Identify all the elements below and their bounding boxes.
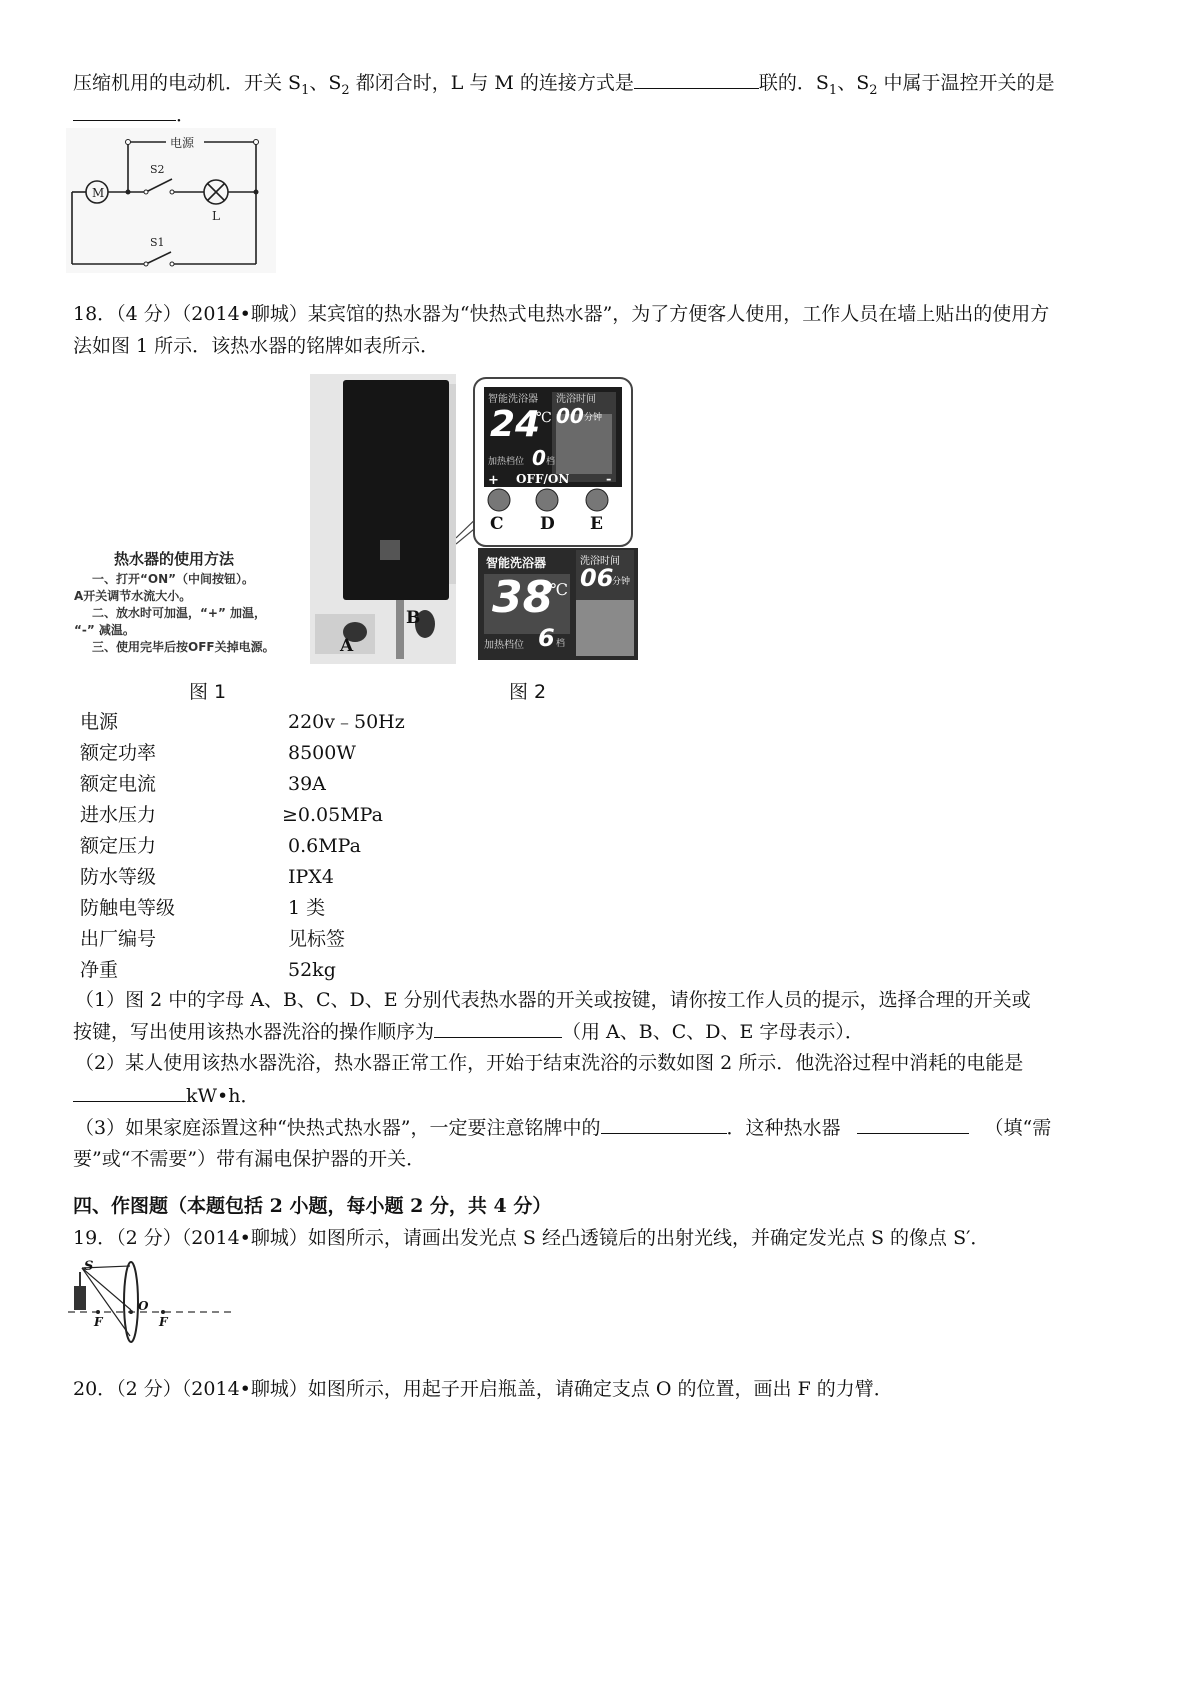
spec-value: 39A bbox=[288, 773, 326, 795]
fig1-caption: 图 1 bbox=[189, 681, 227, 703]
top-temp-value: 24 bbox=[490, 404, 541, 445]
q18-blank-need[interactable] bbox=[857, 1113, 969, 1134]
top-level-label: 加热档位 bbox=[488, 457, 525, 467]
svg-text:S2: S2 bbox=[150, 163, 165, 176]
spec-value: 52kg bbox=[288, 959, 336, 981]
top-time-value: 00 bbox=[556, 404, 584, 428]
q17-circuit-diagram bbox=[66, 128, 276, 273]
spec-key: 电源 bbox=[80, 711, 119, 733]
heater-body bbox=[343, 380, 449, 600]
q18-p3-line-1: （3）如果家庭添置这种“快热式热水器”，一定要注意铭牌中的 ．这种热水器 （填“需 bbox=[75, 1113, 1051, 1142]
q19-text: 19．（2 分）（2014•聊城）如图所示，请画出发光点 S 经凸透镜后的出射光线，并确定发光点 S 的像点 S′． bbox=[73, 1227, 990, 1249]
q18-p1-line-2: 按键，写出使用该热水器洗浴的操作顺序为 （用 A、B、C、D、E 字母表示）． bbox=[73, 1017, 864, 1046]
label-b: B bbox=[406, 608, 421, 628]
bottom-temp-unit: ℃ bbox=[550, 580, 568, 599]
svg-text:O: O bbox=[138, 1299, 149, 1313]
spec-value: IPX4 bbox=[288, 866, 334, 888]
bottom-level-value: 6 bbox=[538, 624, 555, 652]
section-4-heading: 四、作图题（本题包括 2 小题，每小题 2 分，共 4 分） bbox=[73, 1195, 552, 1217]
q18-p1-line-1: （1）图 2 中的字母 A、B、C、D、E 分别代表热水器的开关或按键，请你按工作人员的提示，选择合理的开关或 bbox=[75, 989, 1031, 1011]
q18-p3-line-2: 要”或“不需要”）带有漏电保护器的开关． bbox=[73, 1148, 426, 1170]
q18-blank-nameplate[interactable] bbox=[601, 1113, 727, 1134]
top-panel-title: 智能洗浴器 bbox=[488, 394, 538, 405]
q18-line-2: 法如图 1 所示．该热水器的铭牌如表所示． bbox=[73, 335, 440, 357]
svg-text:F: F bbox=[94, 1315, 103, 1329]
button-e-label: E bbox=[590, 514, 603, 534]
q17-line-2: ． bbox=[73, 100, 195, 129]
usage-title: 热水器的使用方法 bbox=[114, 550, 235, 568]
figure-2: 智能洗浴器 洗浴时间 24 ℃ 00 分钟 加热档位 0 档 + OFF/ON - C D E 智能洗浴器 洗浴时间 38 ℃ 06 分钟 加热档位 6 档 bbox=[456, 374, 652, 664]
top-temp-unit: ℃ bbox=[536, 410, 552, 426]
svg-text:电源: 电源 bbox=[170, 136, 195, 150]
q17-line-1: 压缩机用的电动机．开关 $S_1$、$S_2$ 都闭合时，L 与 M 的连接方式是 联的．$S_1$、$S_2$ 中属于温控开关的是 bbox=[73, 68, 1055, 105]
button-d-label: D bbox=[540, 514, 555, 534]
svg-text:L: L bbox=[212, 209, 220, 223]
spec-key: 额定压力 bbox=[80, 835, 157, 857]
spec-value: 220v﹣50Hz bbox=[288, 711, 405, 733]
bottom-temp-value: 38 bbox=[492, 572, 554, 623]
spec-value: 8500W bbox=[288, 742, 356, 764]
bottom-time-title: 洗浴时间 bbox=[580, 556, 620, 567]
bottom-time-value: 06 bbox=[580, 564, 614, 592]
spec-key: 额定功率 bbox=[80, 742, 157, 764]
bottom-level-label: 加热档位 bbox=[484, 640, 524, 651]
spec-key: 净重 bbox=[80, 959, 119, 981]
offon-label: OFF/ON bbox=[516, 472, 570, 486]
fig2-caption: 图 2 bbox=[509, 681, 547, 703]
minus-button-label: - bbox=[606, 472, 612, 487]
usage-steps: 一、打开“ON”（中间按钮）。 A开关调节水流大小。 二、放水时可加温，“+” 加温， “-” 减温。 三、使用完毕后按OFF关掉电源。 bbox=[74, 572, 275, 654]
candle-icon bbox=[74, 1286, 86, 1310]
plus-button-label: + bbox=[488, 473, 499, 488]
figure-1 bbox=[70, 374, 456, 664]
bottom-panel-title: 智能洗浴器 bbox=[486, 556, 547, 570]
top-level-value: 0 bbox=[532, 446, 546, 470]
spec-value: 1 类 bbox=[288, 897, 326, 919]
q18-blank-order[interactable] bbox=[434, 1017, 562, 1038]
button-c-label: C bbox=[490, 514, 504, 534]
spec-key: 进水压力 bbox=[80, 804, 157, 826]
spec-key: 出厂编号 bbox=[80, 928, 157, 950]
q18-blank-energy[interactable] bbox=[73, 1081, 186, 1102]
spec-value: 0.6MPa bbox=[288, 835, 361, 857]
q17-blank-temp-switch[interactable] bbox=[73, 100, 176, 121]
svg-text:S: S bbox=[84, 1260, 94, 1274]
q18-line-1: 18．（4 分）（2014•聊城）某宾馆的热水器为“快热式电热水器”，为了方便客人使用，工作人员在墙上贴出的使用方 bbox=[73, 303, 1050, 325]
spec-value: 见标签 bbox=[288, 928, 346, 950]
svg-text:M: M bbox=[92, 186, 105, 200]
spec-key: 额定电流 bbox=[80, 773, 157, 795]
q18-p2-line-2: kW•h． bbox=[73, 1081, 260, 1110]
svg-text:F: F bbox=[159, 1315, 168, 1329]
q20-text: 20．（2 分）（2014•聊城）如图所示，用起子开启瓶盖，请确定支点 O 的位置，画出 F 的力臂． bbox=[73, 1378, 893, 1400]
q19-lens-diagram bbox=[68, 1260, 233, 1350]
q17-blank-connection[interactable] bbox=[634, 68, 759, 89]
q18-p2-line-1: （2）某人使用该热水器洗浴，热水器正常工作，开始于结束洗浴的示数如图 2 所示．他洗浴过程中消耗的电能是 bbox=[75, 1052, 1024, 1074]
spec-key: 防水等级 bbox=[80, 866, 157, 888]
spec-key: 防触电等级 bbox=[80, 897, 176, 919]
top-time-title: 洗浴时间 bbox=[556, 394, 596, 405]
svg-text:S1: S1 bbox=[150, 236, 165, 249]
spec-value: ≥0.05MPa bbox=[282, 804, 383, 826]
label-a: A bbox=[340, 636, 354, 656]
